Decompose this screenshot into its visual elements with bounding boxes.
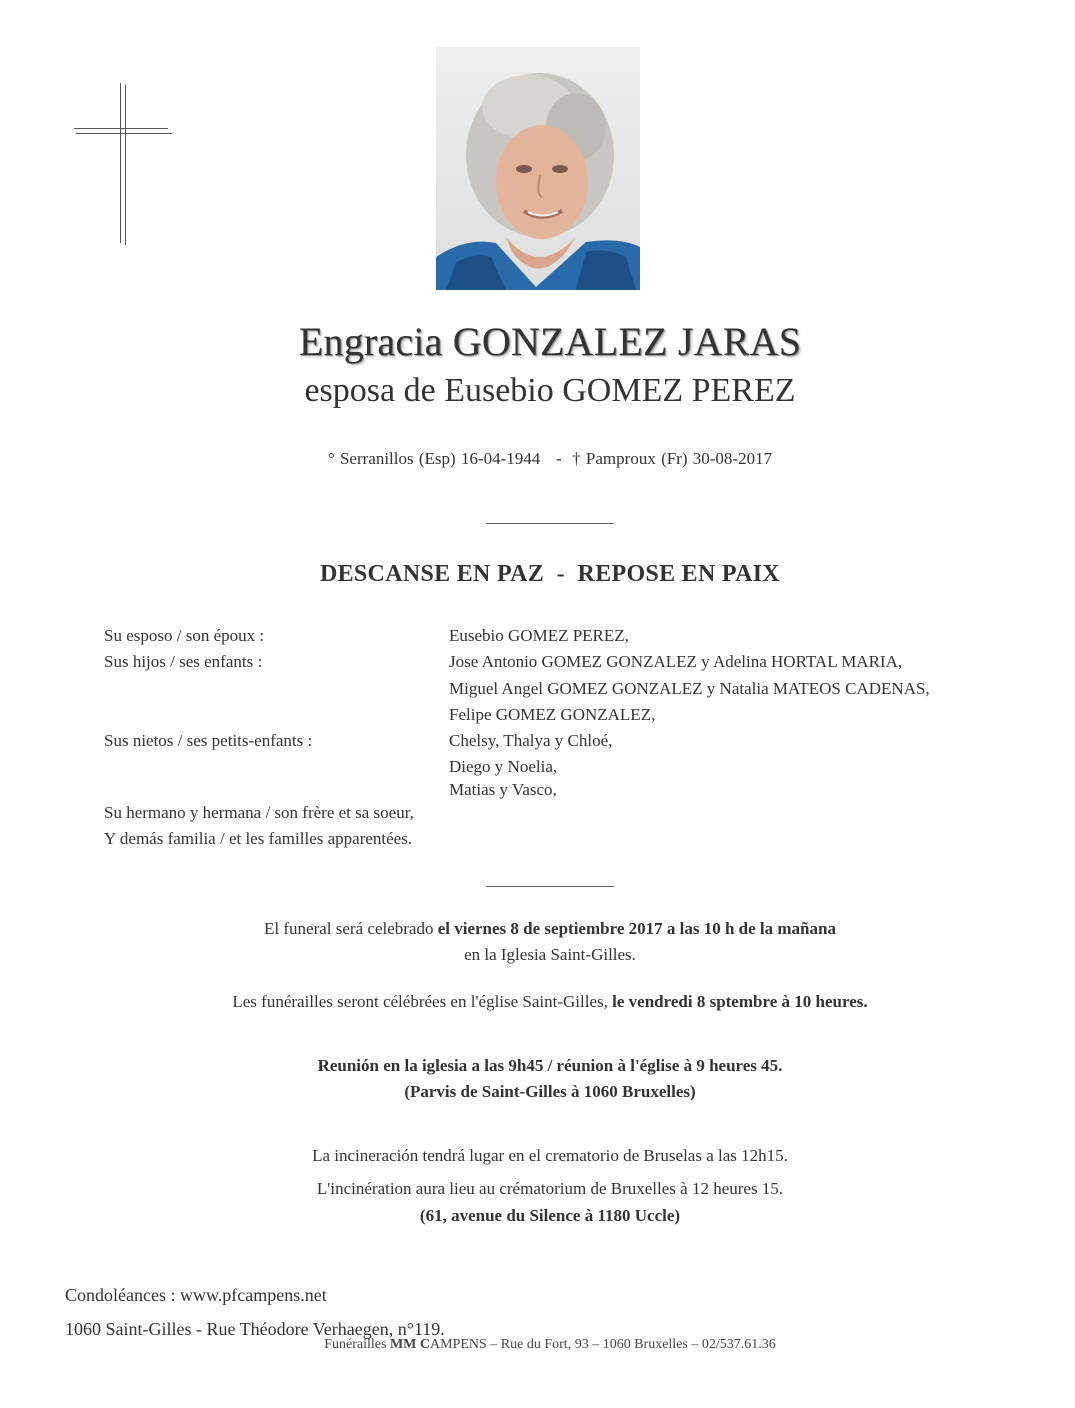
grandchild-entry: Chelsy, Thalya y Chloé, xyxy=(449,731,613,750)
cross-icon xyxy=(72,83,176,245)
separator-line: _______________ xyxy=(486,507,614,526)
spouse-label: Su esposo / son époux : xyxy=(104,626,265,645)
meeting-line: Reunión en la iglesia a las 9h45 / réunion à l'église à 9 heures 45. xyxy=(317,1056,783,1075)
grandchild-entry: Diego y Noelia, xyxy=(449,757,558,776)
condolences-address: 1060 Saint-Gilles - Rue Théodore Verhaegen, n°119. xyxy=(65,1319,445,1339)
condolences-line: Condoléances : www.pfcampens.net xyxy=(65,1285,327,1305)
crematorium-address: (61, avenue du Silence à 1180 Uccle) xyxy=(419,1206,681,1225)
children-label: Sus hijos / ses enfants : xyxy=(104,652,263,671)
siblings-line: Su hermano y hermana / son frère et sa soeur, xyxy=(104,803,414,822)
cremation-fr-line: L'incinération aura lieu au crématorium de Bruxelles à 12 heures 15. xyxy=(316,1179,784,1198)
deceased-name: Engracia GONZALEZ JARAS xyxy=(298,319,802,364)
funeral-es-line: El funeral será celebrado el viernes 8 de septiembre 2017 a las 10 h de la mañana xyxy=(264,919,836,938)
cremation-es-line: La incineración tendrá lugar en el crematorio de Bruselas a las 12h15. xyxy=(312,1146,788,1165)
birth-death-dates: ° Serranillos (Esp) 16-04-1944 - † Pamproux (Fr) 30-08-2017 xyxy=(327,449,773,468)
funeral-home-imprint: Funérailles MM CAMPENS – Rue du Fort, 93 – 1060 Bruxelles – 02/537.61.36 xyxy=(324,1337,776,1352)
funeral-fr-line: Les funérailles seront célébrées en l'église Saint-Gilles, le vendredi 8 sptembre à 10 heures. xyxy=(232,992,868,1011)
spouse-value: Eusebio GOMEZ PEREZ, xyxy=(449,626,629,645)
church-address: (Parvis de Saint-Gilles à 1060 Bruxelles) xyxy=(404,1082,696,1101)
other-family-line: Y demás familia / et les familles apparentées. xyxy=(104,829,413,848)
rest-in-peace-headline: DESCANSE EN PAZ - REPOSE EN PAIX xyxy=(319,561,781,587)
grandchild-entry: Matias y Vasco, xyxy=(449,780,557,799)
spouse-subtitle: esposa de Eusebio GOMEZ PEREZ xyxy=(304,372,796,409)
child-entry: Felipe GOMEZ GONZALEZ, xyxy=(449,705,656,724)
child-entry: Jose Antonio GOMEZ GONZALEZ y Adelina HORTAL MARIA, xyxy=(449,652,903,671)
portrait-photo xyxy=(436,47,640,290)
separator-line: _______________ xyxy=(486,870,614,889)
child-entry: Miguel Angel GOMEZ GONZALEZ y Natalia MATEOS CADENAS, xyxy=(449,679,930,698)
funeral-es-place: en la Iglesia Saint-Gilles. xyxy=(464,945,636,964)
grandchildren-label: Sus nietos / ses petits-enfants : xyxy=(104,731,313,750)
